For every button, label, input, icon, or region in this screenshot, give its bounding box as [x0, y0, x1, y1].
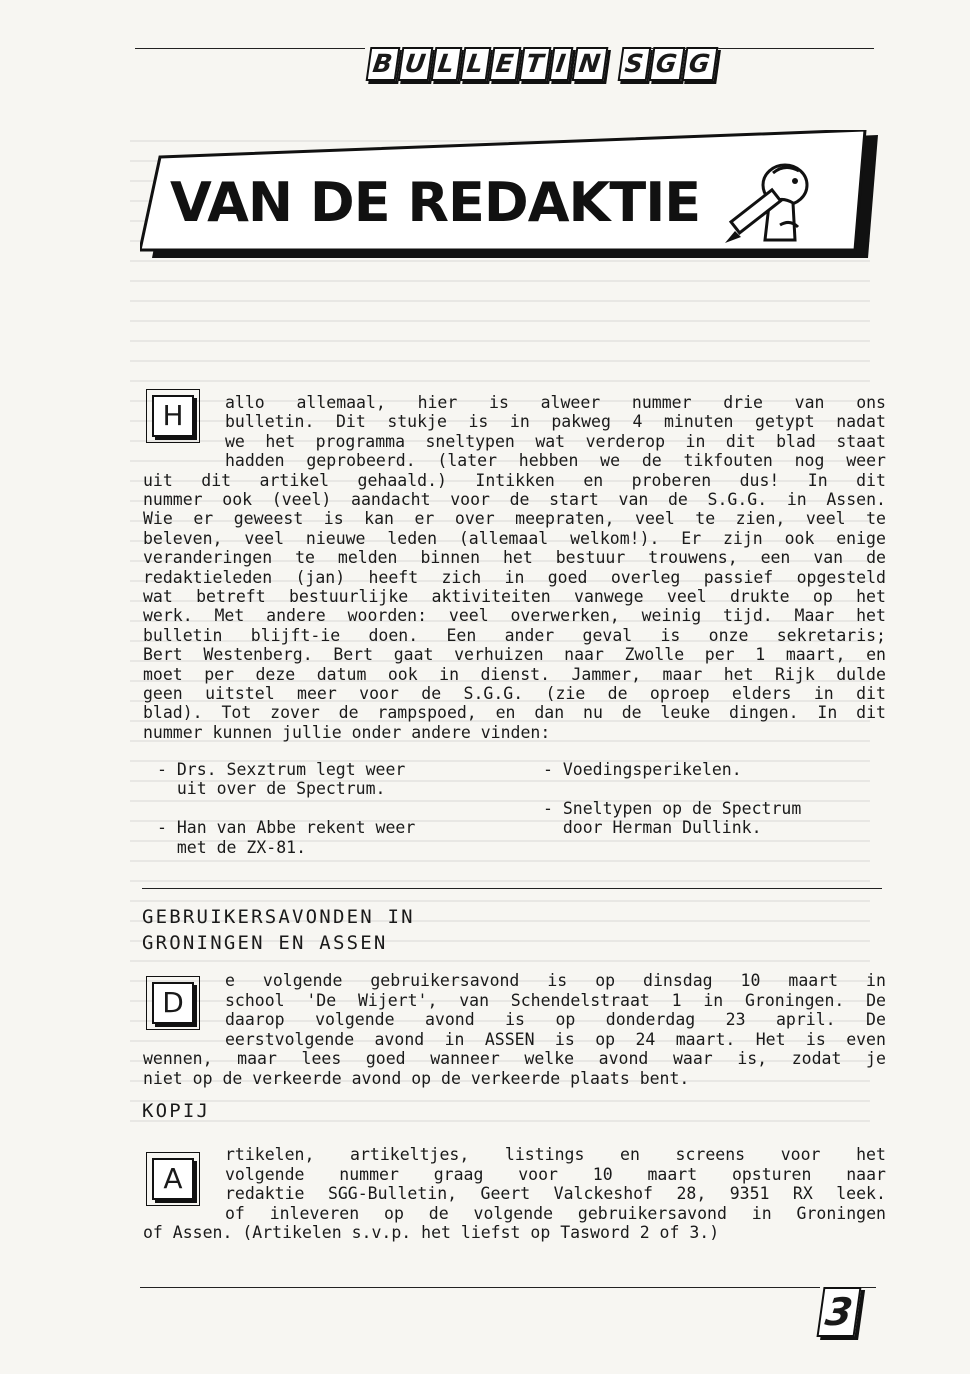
- logo-letter: N: [571, 47, 608, 81]
- intro-line: hadden geprobeerd. (later hebben we de tikfouten nog weer: [225, 451, 886, 471]
- kopij-line: volgende nummer graag voor 10 maart opsturen naar: [225, 1164, 886, 1184]
- avonden-line: niet op de verkeerde avond op de verkeerde plaats bent.: [143, 1069, 690, 1088]
- intro-line: nummer kunnen jullie onder andere vinden:: [143, 722, 551, 742]
- avonden-line: wennen, maar lees goed wanneer welke avond waar is, zodat je: [143, 1049, 886, 1069]
- avonden-line: e volgende gebruikersavond is op dinsdag 10 maart in: [225, 971, 886, 990]
- intro-line: geen uitstel meer voor de S.G.G. (zie de oproep elders in dit: [143, 684, 886, 703]
- contents-item-left: - Han van Abbe rekent weer: [157, 818, 416, 838]
- logo-letter: G: [682, 47, 718, 81]
- intro-line: redaktieleden (jan) heeft zich in goed overleg passief opgesteld: [143, 567, 886, 587]
- kopij-line: of Assen. (Artikelen s.v.p. het liefst op Tasword 2 of 3.): [143, 1223, 720, 1243]
- kopij-line: of inleveren op de volgende gebruikersavond in Groningen: [225, 1203, 886, 1223]
- logo-letter: T: [519, 47, 552, 81]
- dropcap-a: A: [152, 1158, 194, 1200]
- top-rule: [135, 48, 365, 49]
- intro-line: blad). Tot zover de rampspoed, en dan nu de leuke dingen. In dit: [143, 703, 886, 723]
- logo-letter: I: [549, 47, 574, 81]
- logo-letter: L: [460, 47, 492, 81]
- intro-line: beleven, veel nieuwe leden (allemaal welkom!). Er zijn ook enige: [143, 528, 886, 548]
- logo-letter: G: [648, 47, 684, 81]
- intro-line: bulletin blijft-ie doen. Een ander geval is onze sekretaris;: [143, 625, 886, 645]
- intro-line: uit dit artikel gehaald.) Intikken en proberen dus! In dit: [143, 470, 886, 490]
- intro-line: Wie er geweest is kan er over meepraten, veel te zien, veel te: [143, 509, 886, 529]
- intro-line: allo allemaal, hier is alweer nummer drie van ons: [225, 393, 886, 412]
- logo-letter: S: [617, 47, 651, 81]
- section-divider: [142, 888, 882, 889]
- contents-item-left: uit over de Spectrum.: [157, 779, 386, 799]
- kopij-line: redaktie SGG-Bulletin, Geert Valckeshof 28, 9351 RX leek.: [225, 1184, 886, 1204]
- intro-line: we het programma sneltypen wat verderop in dit blad staat: [225, 431, 886, 451]
- banner-title: VAN DE REDAKTIE: [170, 171, 701, 234]
- page-number: 3: [816, 1287, 861, 1337]
- contents-item-left: met de ZX-81.: [157, 837, 307, 857]
- avonden-line: eerstvolgende avond in ASSEN is op 24 maart. Het is even: [225, 1029, 886, 1049]
- logo-letter: E: [489, 47, 522, 81]
- intro-line: Bert Westenberg. Bert gaat verhuizen naar Zwolle per 1 maart, en: [143, 645, 886, 665]
- intro-line: moet per deze datum ook in dienst. Jammer, maar het Rijk dulde: [143, 664, 886, 684]
- avonden-line: daarop volgende avond is op donderdag 23 april. De: [225, 1010, 886, 1030]
- logo-letter: L: [431, 47, 463, 81]
- kopij-line: rtikelen, artikeltjes, listings en screens voor het: [225, 1145, 886, 1164]
- contents-item-right: - Sneltypen op de Spectrum: [543, 798, 802, 818]
- intro-line: werk. Met andere woorden: veel overwerken, weinig tijd. Maar het: [143, 606, 886, 626]
- dropcap-h: H: [152, 395, 194, 437]
- intro-line: wat betreft bestuurlijke aktiviteiten vanwege veel drukte op het: [143, 587, 886, 606]
- section-heading-line: GEBRUIKERSAVONDEN IN: [142, 906, 415, 928]
- avonden-line: school 'De Wijert', van Schendelstraat 1 in Groningen. De: [225, 990, 886, 1010]
- dropcap-d: D: [152, 982, 194, 1024]
- intro-line: bulletin. Dit stukje is in pakweg 4 minuten getypt nadat: [225, 412, 886, 432]
- contents-item-right: - Voedingsperikelen.: [543, 760, 742, 779]
- section-heading-kopij: KOPIJ: [142, 1100, 211, 1122]
- logo-letter: U: [398, 47, 434, 81]
- bulletin-logo: [368, 46, 716, 82]
- contents-item-right: door Herman Dullink.: [543, 818, 762, 838]
- intro-line: nummer ook (veel) aandacht voor de start van de S.G.G. in Assen.: [143, 490, 886, 509]
- bottom-rule: [140, 1287, 820, 1288]
- logo-letter: B: [366, 47, 401, 81]
- contents-item-left: - Drs. Sexztrum legt weer: [157, 760, 406, 779]
- section-heading-line: GRONINGEN EN ASSEN: [142, 932, 388, 954]
- intro-line: veranderingen te melden binnen het bestuur trouwens, een van de: [143, 548, 886, 568]
